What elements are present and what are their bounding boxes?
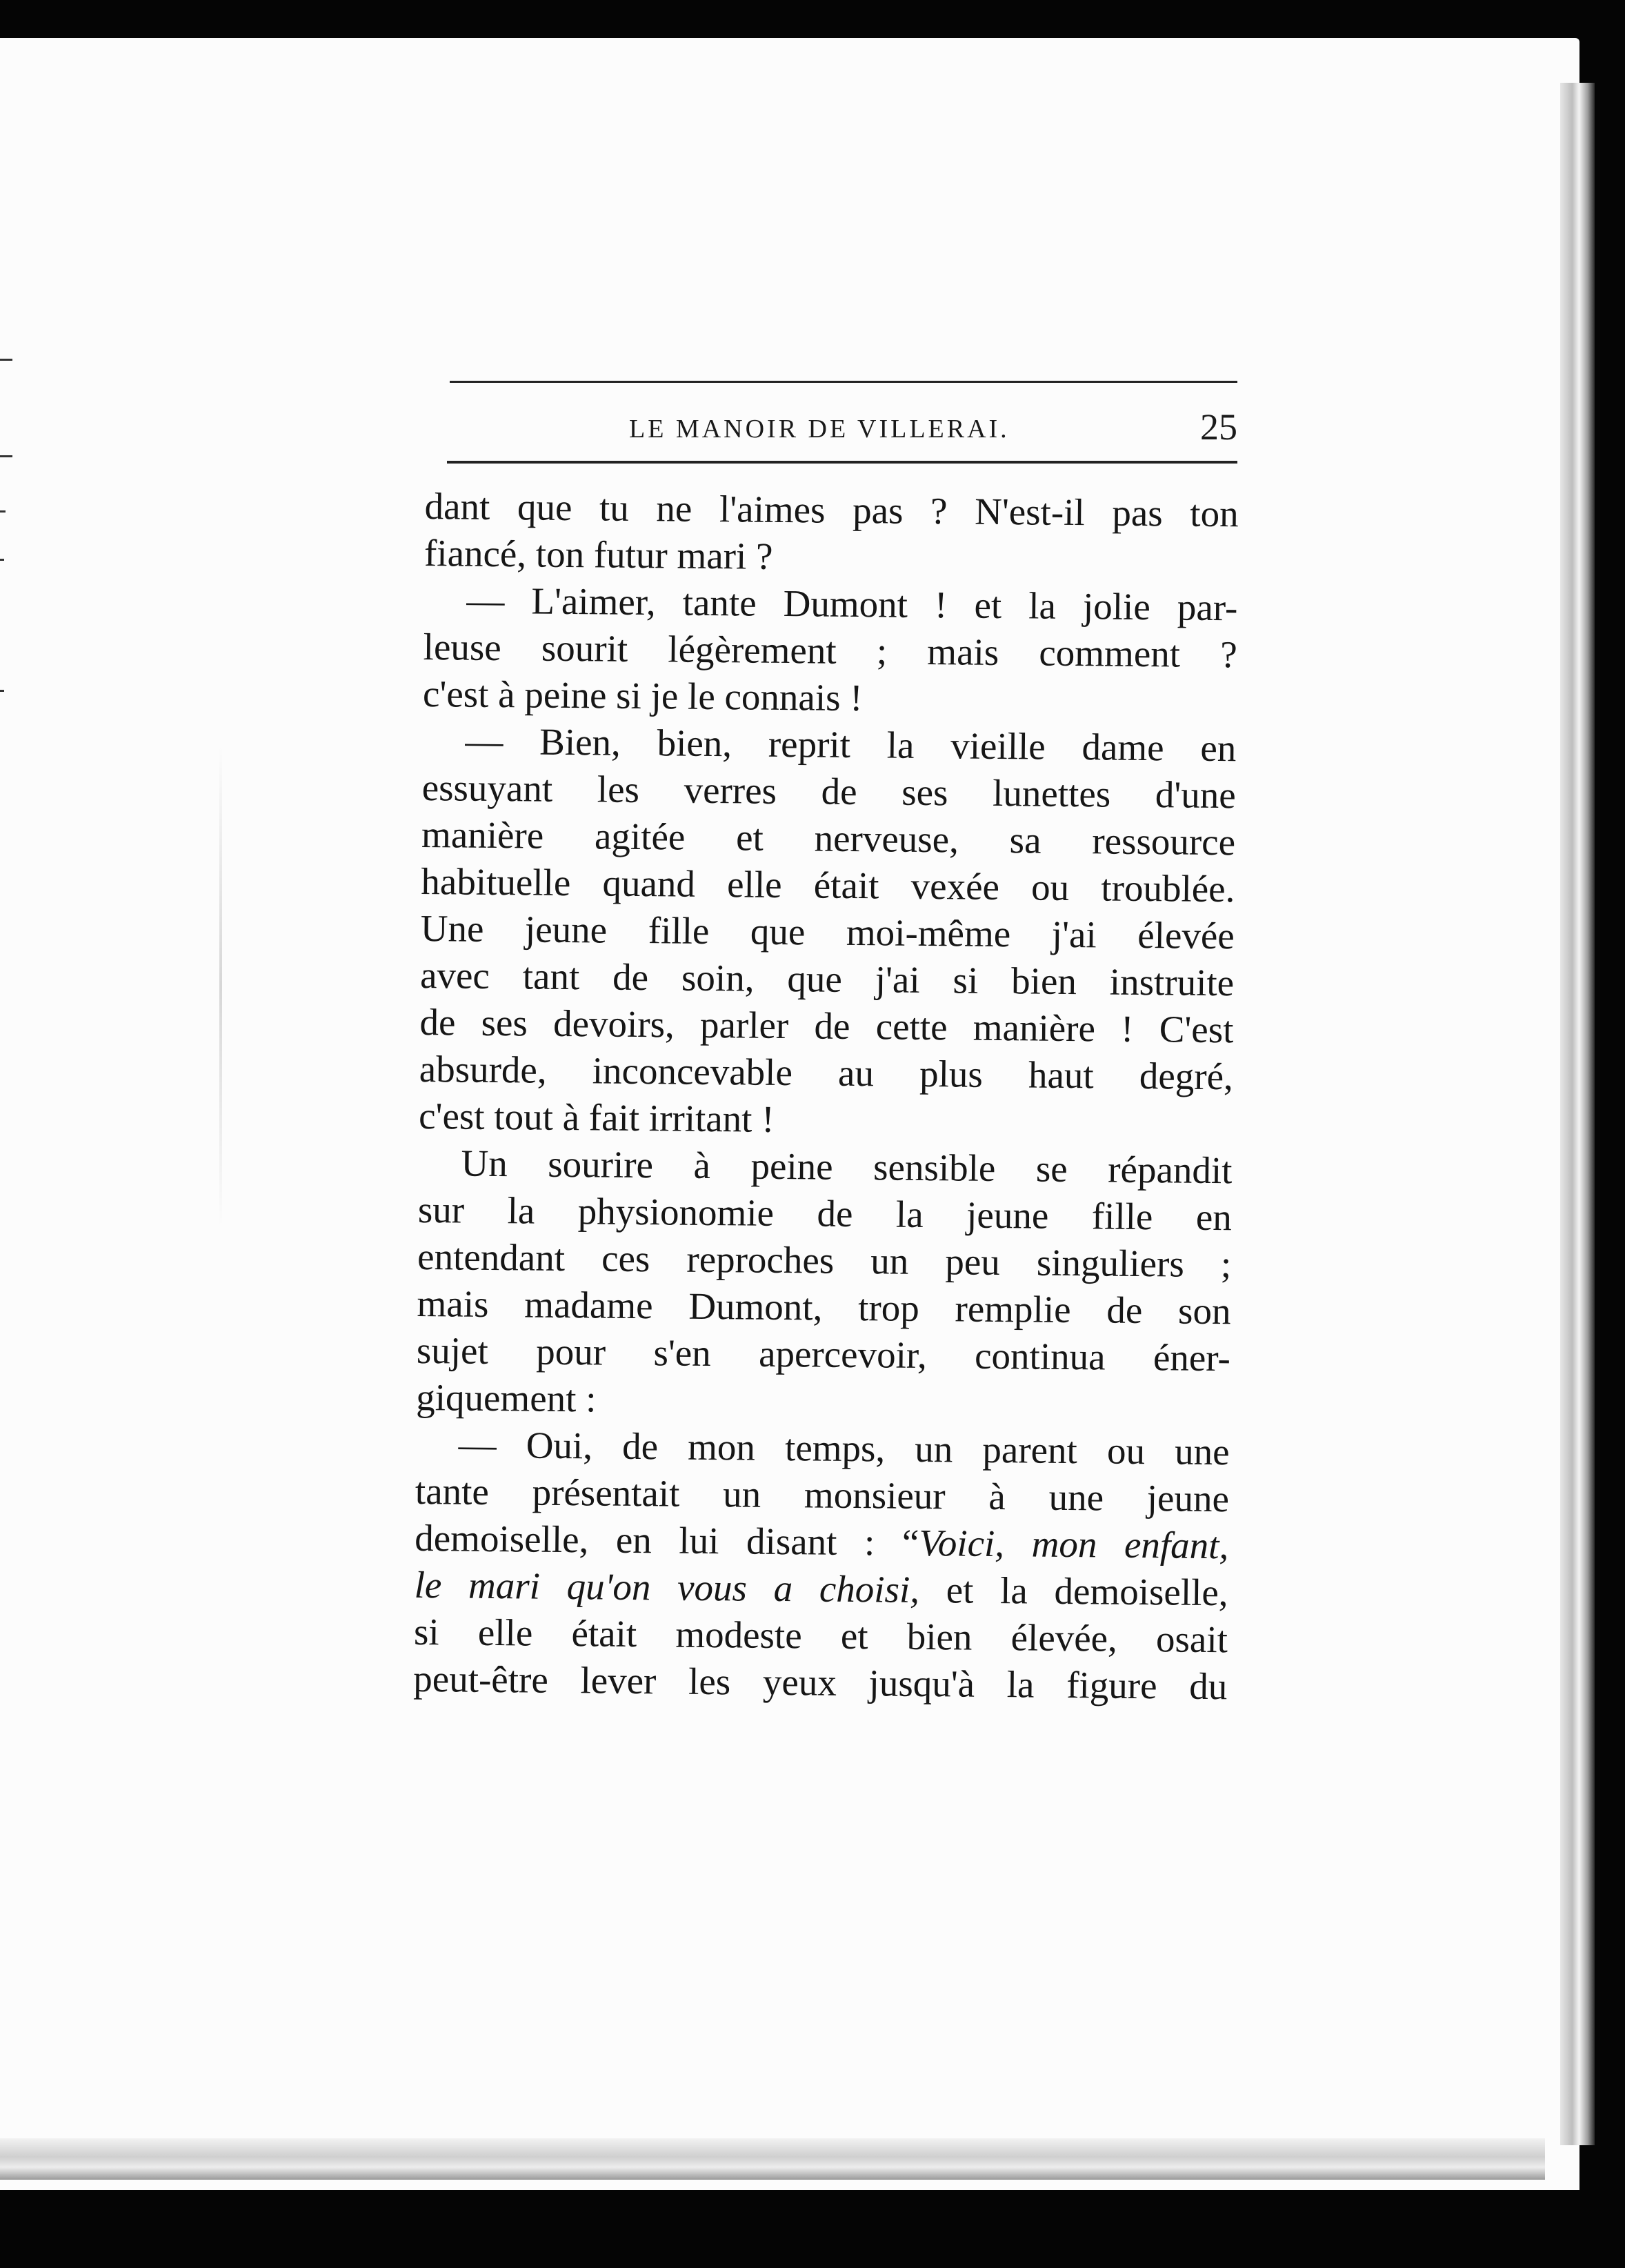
text-line: avec tant de soin, que j'ai si bien instruite bbox=[419, 953, 1235, 1004]
text-line: mais madame Dumont, trop remplie de son bbox=[417, 1282, 1231, 1333]
text-line: sujet pour s'en apercevoir, continua éner- bbox=[416, 1329, 1231, 1380]
text-line: fiancé, ton futur mari ? bbox=[423, 531, 773, 577]
text-line: habituelle quand elle était vexée ou troublée. bbox=[421, 859, 1235, 911]
text-segment: et la demoiselle, bbox=[919, 1568, 1228, 1614]
text-line: absurde, inconcevable au plus haut degré, bbox=[419, 1047, 1234, 1098]
header-rule-top bbox=[450, 381, 1237, 383]
text-segment: demoiselle, en lui disant : “ bbox=[415, 1516, 919, 1564]
running-title: LE MANOIR DE VILLERAI. bbox=[629, 415, 1010, 444]
text-line: dant que tu ne l'aimes pas ? N'est-il pas ton bbox=[424, 484, 1239, 535]
text-line: — Bien, bien, reprit la vieille dame en bbox=[465, 719, 1237, 770]
page-edge-shadow bbox=[1560, 83, 1595, 2145]
text-line: c'est tout à fait irritant ! bbox=[418, 1094, 775, 1140]
text-line: giquement : bbox=[415, 1375, 597, 1420]
left-margin-bleed-marks bbox=[0, 359, 21, 773]
text-line: Une jeune fille que moi-même j'ai élevée bbox=[420, 906, 1235, 957]
text-line bbox=[414, 1562, 1228, 1616]
text-line: leuse sourit légèrement ; mais comment ? bbox=[423, 625, 1237, 676]
text-line: essuyant les verres de ses lunettes d'une bbox=[421, 766, 1237, 817]
text-line: de ses devoirs, parler de cette manière ! C'est bbox=[419, 1000, 1234, 1051]
text-line bbox=[415, 1515, 1229, 1569]
page-bottom-edge bbox=[0, 2138, 1545, 2180]
text-line: tante présentait un monsieur à une jeune bbox=[415, 1469, 1230, 1520]
header-rule-bottom bbox=[447, 461, 1237, 464]
body-text bbox=[413, 483, 1239, 1710]
text-line: — Oui, de mon temps, un parent ou une bbox=[458, 1423, 1230, 1473]
text-line: Un sourire à peine sensible se répandit bbox=[461, 1142, 1233, 1192]
text-line: manière agitée et nerveuse, sa ressource bbox=[421, 813, 1236, 864]
text-line: peut-être lever les yeux jusqu'à la figure du bbox=[413, 1657, 1228, 1708]
text-line: si elle était modeste et bien élevée, osait bbox=[413, 1610, 1228, 1661]
page-number: 25 bbox=[1200, 406, 1237, 448]
text-line: entendant ces reproches un peu singuliers ; bbox=[417, 1235, 1232, 1286]
text-line: — L'aimer, tante Dumont ! et la jolie par- bbox=[466, 579, 1238, 629]
text-line: sur la physionomie de la jeune fille en bbox=[417, 1188, 1233, 1239]
text-line: c'est à peine si je le connais ! bbox=[422, 672, 863, 719]
running-head bbox=[441, 406, 1237, 458]
gutter-shadow bbox=[219, 745, 222, 1228]
italic-segment: le mari qu'on vous a choisi, bbox=[414, 1563, 920, 1611]
italic-segment: Voici, mon enfant, bbox=[919, 1521, 1229, 1567]
